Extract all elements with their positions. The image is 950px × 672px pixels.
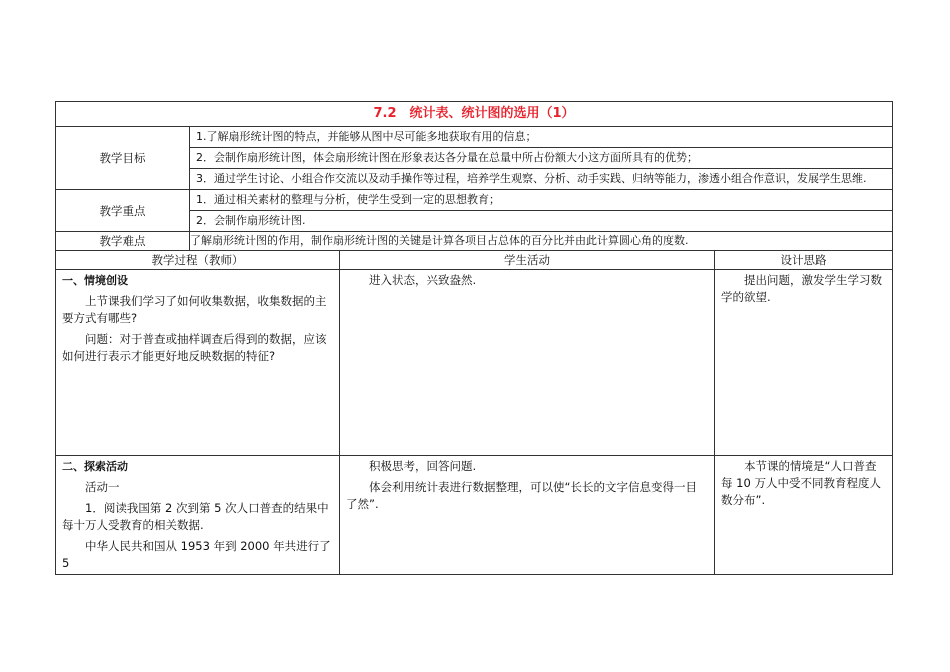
column-header-student: 学生活动: [340, 251, 715, 270]
student-paragraph: 积极思考，回答问题.: [369, 459, 477, 473]
title-row: [56, 102, 893, 127]
section1-student-cell: [340, 270, 715, 456]
goal-item: 3．通过学生讨论、小组合作交流以及动手操作等过程，培养学生观察、分析、动手实践、归纳等能力，渗透小组合作意识，发展学生思维.: [190, 168, 892, 189]
section1-design-cell: [715, 270, 893, 456]
section2-student-cell: [340, 456, 715, 575]
teacher-paragraph: 问题：对于普查或抽样调查后得到的数据，应该如何进行表示才能更好地反映数据的特征?: [62, 332, 327, 363]
goals-cell: [190, 127, 893, 190]
key-points-label: 教学重点: [56, 190, 190, 232]
student-paragraph: 体会利用统计表进行数据整理，可以使“长长的文字信息变得一目了然”.: [346, 480, 697, 511]
goal-item: 1.了解扇形统计图的特点，并能够从图中尽可能多地获取有用的信息；: [196, 130, 537, 143]
student-paragraph: 进入状态，兴致盎然.: [369, 273, 477, 287]
teacher-paragraph: 中华人民共和国从 1953 年到 2000 年共进行了 5: [62, 539, 331, 570]
teacher-subheading: 活动一: [85, 480, 120, 494]
key-point-item: 2．会制作扇形统计图.: [190, 210, 892, 231]
goal-item: 2．会制作扇形统计图，体会扇形统计图在形象表达各分量在总量中所占份额大小这方面所具有的优势；: [190, 147, 892, 168]
key-points-cell: [190, 190, 893, 232]
section-heading: 一、情境创设: [62, 274, 128, 287]
teacher-paragraph: 上节课我们学习了如何收集数据，收集数据的主要方式有哪些?: [62, 294, 327, 325]
key-point-item: 1．通过相关素材的整理与分析，使学生受到一定的思想教育；: [196, 193, 500, 206]
design-paragraph: 提出问题，激发学生学习数学的欲望.: [721, 273, 882, 304]
section-heading: 二、探索活动: [62, 460, 128, 473]
lesson-title: 7.2 统计表、统计图的选用（1）: [373, 106, 575, 121]
section2-design-cell: [715, 456, 893, 575]
section1-teacher-cell: [56, 270, 340, 456]
column-header-teacher: 教学过程（教师）: [56, 251, 340, 270]
goals-label: 教学目标: [56, 127, 190, 190]
teacher-paragraph: 1．阅读我国第 2 次到第 5 次人口普查的结果中每十万人受教育的相关数据.: [62, 501, 329, 532]
design-paragraph: 本节课的情境是“人口普查每 10 万人中受不同教育程度人数分布”.: [721, 459, 881, 507]
lesson-plan-table: [55, 101, 893, 575]
column-header-design: 设计思路: [715, 251, 893, 270]
section2-teacher-cell: [56, 456, 340, 575]
lesson-plan-page: [55, 101, 892, 568]
difficulty-text: 了解扇形统计图的作用，制作扇形统计图的关键是计算各项目占总体的百分比并由此计算圆心角的度数.: [190, 232, 893, 251]
difficulty-label: 教学难点: [56, 232, 190, 251]
